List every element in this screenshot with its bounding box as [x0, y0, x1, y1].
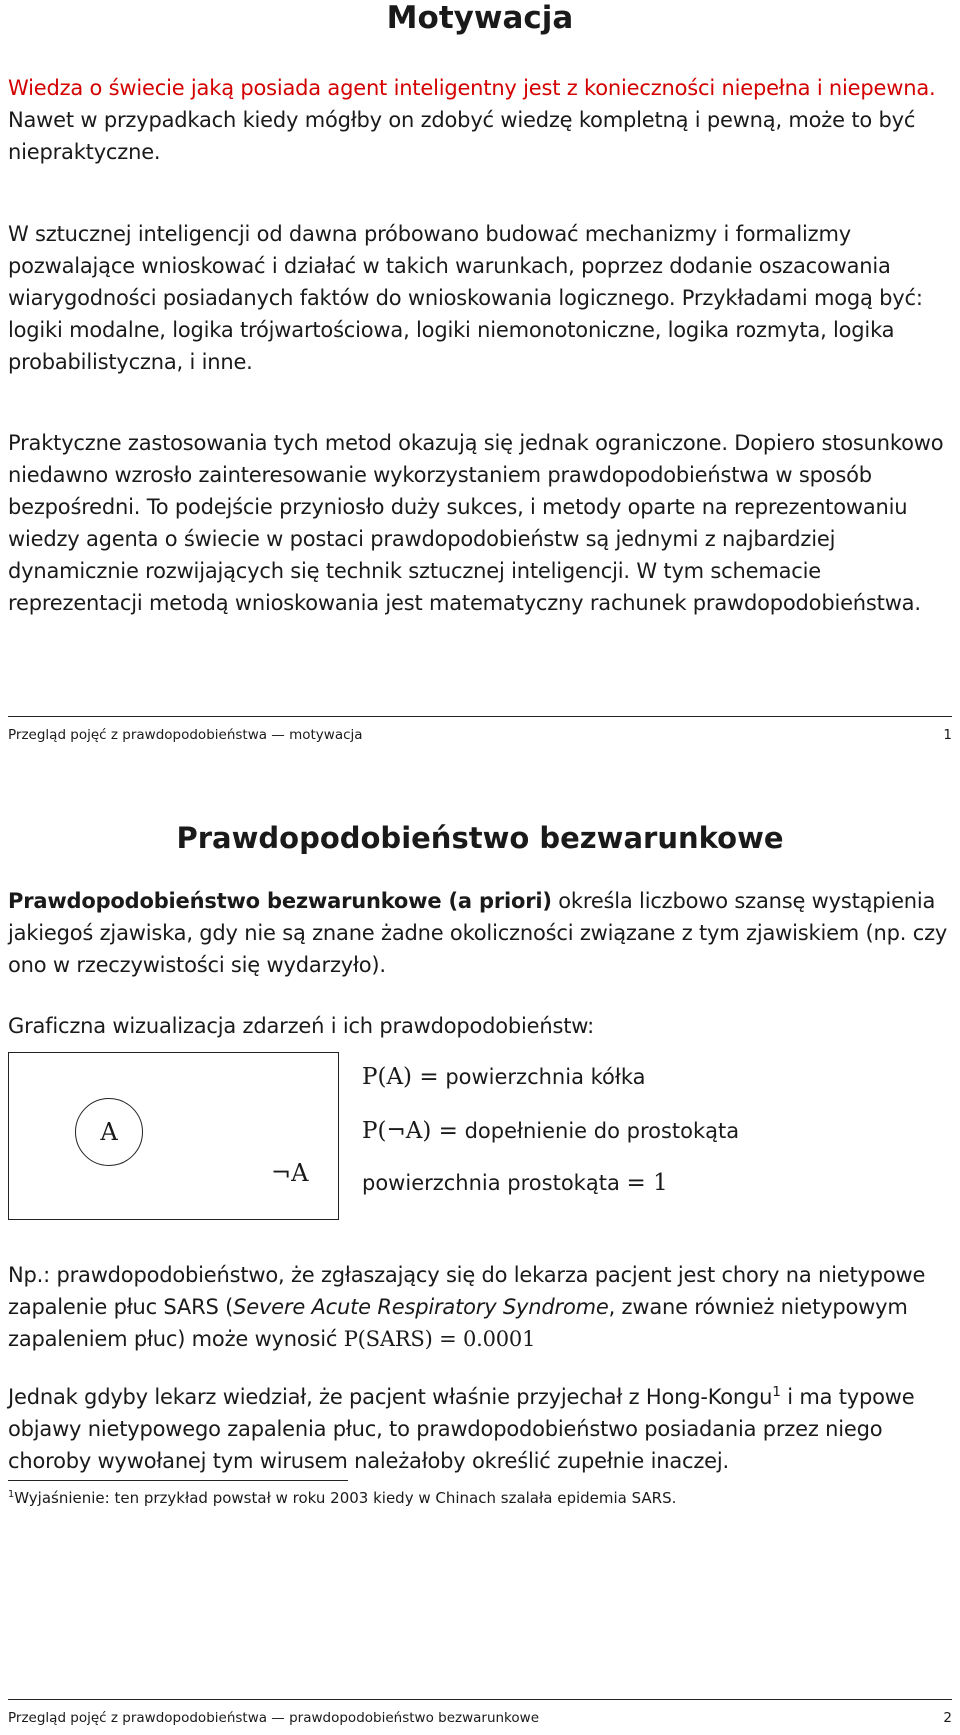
example-text-1: Np.: prawdopodobieństwo, że zgłaszający się do lekarza pacjent jest chory na nietypowe zapalenie płuc SARS (	[8, 1263, 926, 1319]
event-a-circle: A	[75, 1098, 143, 1166]
hong-kong-text-1: Jednak gdyby lekarz wiedział, że pacjent właśnie przyjechał z Hong-Kongu	[8, 1385, 773, 1409]
highlighted-statement: Wiedza o świecie jaką posiada agent inteligentny jest z konieczności niepełna i niepewna.	[8, 76, 936, 100]
page-number: 2	[943, 1710, 952, 1726]
definition-p-not-a	[362, 1116, 739, 1146]
slide-1-title: Motywacja	[386, 0, 574, 36]
footer-title: Przegląd pojęć z prawdopodobieństwa — motywacja	[8, 727, 363, 743]
sars-probability-formula: P(SARS) = 0.0001	[343, 1327, 536, 1351]
footnote-marker: 1	[772, 1383, 781, 1400]
definition-term: Prawdopodobieństwo bezwarunkowe (a priori)	[8, 889, 552, 913]
visualization-intro: Graficzna wizualizacja zdarzeń i ich prawdopodobieństw:	[8, 1014, 594, 1038]
slide-1-paragraph-1	[8, 72, 952, 168]
slide-1-paragraph-3: Praktyczne zastosowania tych metod okazują się jednak ograniczone. Dopiero stosunkowo niedawno wzrosło zainteresowanie wykorzystaniem prawdopodobieństwa w sposób bezpośredni. To podejście przyniosło duży sukces, i metody oparte na reprezentowaniu wiedzy agenta o świecie w postaci prawdopodobieństw są jednymi z najbardziej dynamicznie rozwijających się technik sztucznej inteligencji. W tym schemacie reprezentacji metodą wnioskowania jest matematyczny rachunek prawdopodobieństwa.	[8, 431, 944, 615]
hong-kong-paragraph	[8, 1381, 952, 1477]
sars-example	[8, 1259, 952, 1355]
definition-p-a	[362, 1062, 646, 1092]
footnote	[8, 1488, 676, 1508]
p-not-a-text: dopełnienie do prostokąta	[464, 1119, 740, 1143]
slide-1-footer	[8, 716, 952, 744]
hong-kong-text-2: i ma typowe objawy nietypowego zapalenia płuc, to prawdopodobieństwo posiadania przez niego choroby wywołanej tym wirusem należałoby określić zupełnie inaczej.	[8, 1385, 915, 1473]
not-a-label: ¬A	[271, 1159, 309, 1187]
slide-1	[0, 0, 960, 835]
p-a-text: powierzchnia kółka	[445, 1065, 646, 1089]
paragraph-1-rest: Nawet w przypadkach kiedy mógłby on zdobyć wiedzę kompletną i pewną, może to być niepraktyczne.	[8, 108, 916, 164]
slide-2-definition	[8, 885, 952, 981]
footnote-rule	[8, 1480, 348, 1481]
example-text-2: , zwane również nietypowym zapaleniem płuc) może wynosić	[8, 1295, 908, 1351]
slide-2-footer	[8, 1699, 952, 1727]
page-number: 1	[943, 727, 952, 743]
definition-rectangle	[362, 1168, 668, 1198]
footnote-text: Wyjaśnienie: ten przykład powstał w roku 2003 kiedy w Chinach szalała epidemia SARS.	[14, 1489, 677, 1507]
footnote-number: 1	[8, 1489, 15, 1501]
slide-1-paragraph-2: W sztucznej inteligencji od dawna próbowano budować mechanizmy i formalizmy pozwalające wnioskować i działać w takich warunkach, poprzez dodanie oszacowania wiarygodności posiadanych faktów do wnioskowania logicznego. Przykładami mogą być: logiki modalne, logika trójwartościowa, logiki niemonotoniczne, logika rozmyta, logika probabilistyczna, i inne.	[8, 222, 923, 374]
venn-diagram	[8, 1052, 339, 1220]
p-not-a-formula: P(¬A) =	[362, 1118, 458, 1144]
definition-rest: określa liczbowo szansę wystąpienia jakiegoś zjawiska, gdy nie są znane żadne okoliczności związane z tym zjawiskiem (np. czy ono w rzeczywistości się wydarzyło).	[8, 889, 948, 977]
sars-full-name: Severe Acute Respiratory Syndrome	[233, 1295, 609, 1319]
rectangle-text: powierzchnia prostokąta	[362, 1171, 620, 1195]
p-a-formula: P(A) =	[362, 1064, 439, 1090]
footer-title: Przegląd pojęć z prawdopodobieństwa — prawdopodobieństwo bezwarunkowe	[8, 1710, 540, 1726]
rectangle-formula: = 1	[626, 1170, 668, 1196]
slide-2-title: Prawdopodobieństwo bezwarunkowe	[176, 821, 784, 855]
